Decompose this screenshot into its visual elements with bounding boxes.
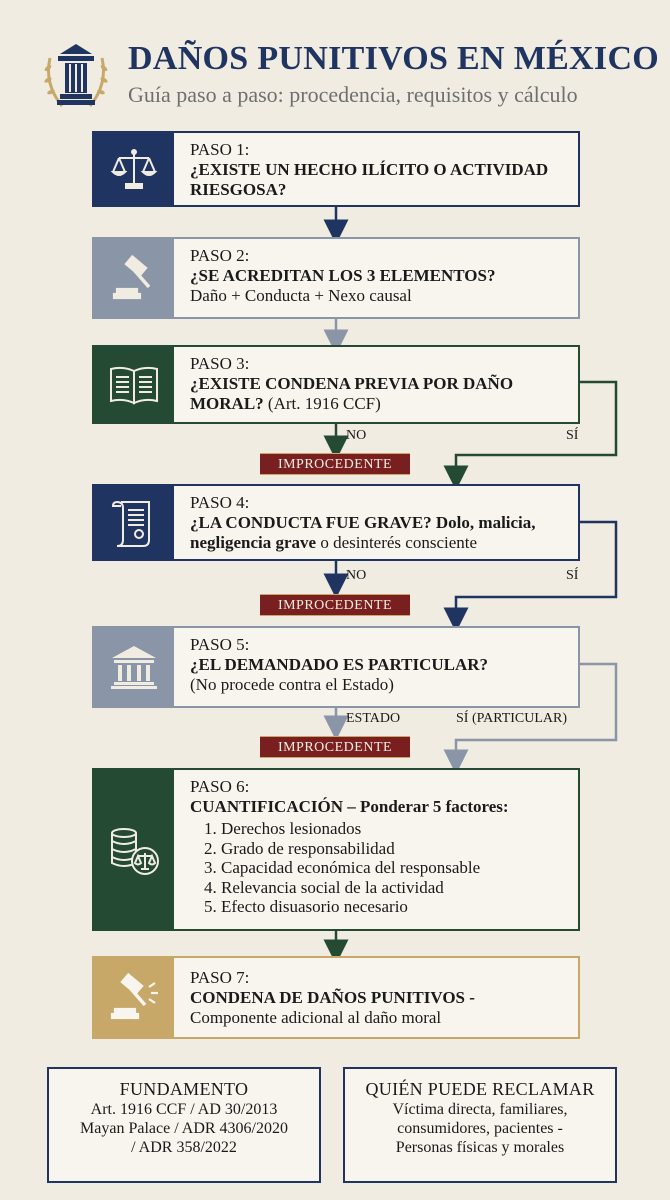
- step-4: [92, 484, 580, 561]
- list-item: 1. Derechos lesionados: [204, 819, 362, 838]
- list-item: 5. Efecto disuasorio necesario: [204, 897, 408, 916]
- step-question: ¿EL DEMANDADO ES PARTICULAR?: [190, 655, 489, 674]
- step-question: CONDENA DE DAÑOS PUNITIVOS -: [190, 988, 475, 1007]
- step-label: PASO 7:: [190, 968, 250, 987]
- step-description: Daño + Conducta + Nexo causal: [190, 286, 412, 305]
- step-question: ¿EXISTE CONDENA PREVIA POR DAÑO MORAL?: [190, 374, 514, 413]
- fundamento-line: Art. 1916 CCF / AD 30/2013: [90, 1101, 278, 1118]
- scroll-icon: [94, 486, 174, 559]
- step-label: PASO 6:: [190, 777, 250, 796]
- branch-label-si-particular: SÍ (PARTICULAR): [456, 711, 568, 726]
- step-question: CUANTIFICACIÓN – Ponderar 5 factores:: [190, 797, 509, 816]
- fundamento-line: Mayan Palace / ADR 4306/2020: [80, 1120, 288, 1137]
- branch-label-si: SÍ: [566, 428, 579, 443]
- page-title: DAÑOS PUNITIVOS EN MÉXICO: [128, 40, 660, 77]
- step-1: [92, 131, 580, 207]
- gavel-icon: [94, 958, 174, 1037]
- step-label: PASO 2:: [190, 246, 250, 265]
- improcedente-badge: IMPROCEDENTE: [260, 594, 410, 616]
- branch-label-estado: ESTADO: [346, 711, 401, 726]
- list-item: 3. Capacidad económica del responsable: [204, 858, 481, 877]
- open-book-icon: [94, 347, 174, 422]
- step-label: PASO 4:: [190, 493, 250, 512]
- step-label: PASO 5:: [190, 635, 250, 654]
- step-question: ¿SE ACREDITAN LOS 3 ELEMENTOS?: [190, 266, 496, 285]
- quien-line: Víctima directa, familiares,: [392, 1101, 568, 1118]
- step-description: Componente adicional al daño moral: [190, 1008, 442, 1027]
- fundamento-line: / ADR 358/2022: [131, 1139, 237, 1156]
- step-3: [92, 345, 580, 424]
- quien-title: QUIÉN PUEDE RECLAMAR: [365, 1079, 595, 1099]
- improcedente-badge: IMPROCEDENTE: [260, 736, 410, 758]
- step-5: [92, 626, 580, 708]
- branch-label-no: NO: [346, 428, 367, 443]
- step-label: PASO 1:: [190, 140, 250, 159]
- step-label: PASO 3:: [190, 354, 250, 373]
- step-reference: (Art. 1916 CCF): [263, 394, 381, 413]
- scales-icon: [94, 133, 174, 205]
- fundamento-box: [47, 1067, 321, 1183]
- branch-label-si: SÍ: [566, 568, 579, 583]
- fundamento-title: FUNDAMENTO: [119, 1079, 249, 1099]
- step-2: [92, 237, 580, 319]
- step-description: (No procede contra el Estado): [190, 675, 394, 694]
- step-question-rest: o desinterés consciente: [316, 533, 478, 552]
- coins-scales-icon: [94, 770, 174, 929]
- factor-list: [204, 819, 572, 917]
- gavel-icon: [94, 239, 174, 317]
- list-item: 2. Grado de responsabilidad: [204, 838, 395, 858]
- quien-line: Personas físicas y morales: [395, 1139, 565, 1156]
- step-question: ¿LA CONDUCTA FUE GRAVE? Dolo, malicia, negligencia grave: [190, 513, 536, 552]
- improcedente-badge: IMPROCEDENTE: [260, 453, 410, 475]
- quien-line: consumidores, pacientes -: [397, 1120, 563, 1137]
- step-7: [92, 956, 580, 1039]
- quien-puede-reclamar-box: [343, 1067, 617, 1183]
- page-subtitle: Guía paso a paso: procedencia, requisitos y cálculo: [128, 82, 578, 107]
- list-item: 4. Relevancia social de la actividad: [204, 877, 444, 897]
- branch-label-no: NO: [346, 568, 367, 583]
- step-6: [92, 768, 580, 931]
- courthouse-icon: [94, 628, 174, 706]
- step-question: ¿EXISTE UN HECHO ILÍCITO O ACTIVIDAD RIESGOSA?: [190, 160, 549, 199]
